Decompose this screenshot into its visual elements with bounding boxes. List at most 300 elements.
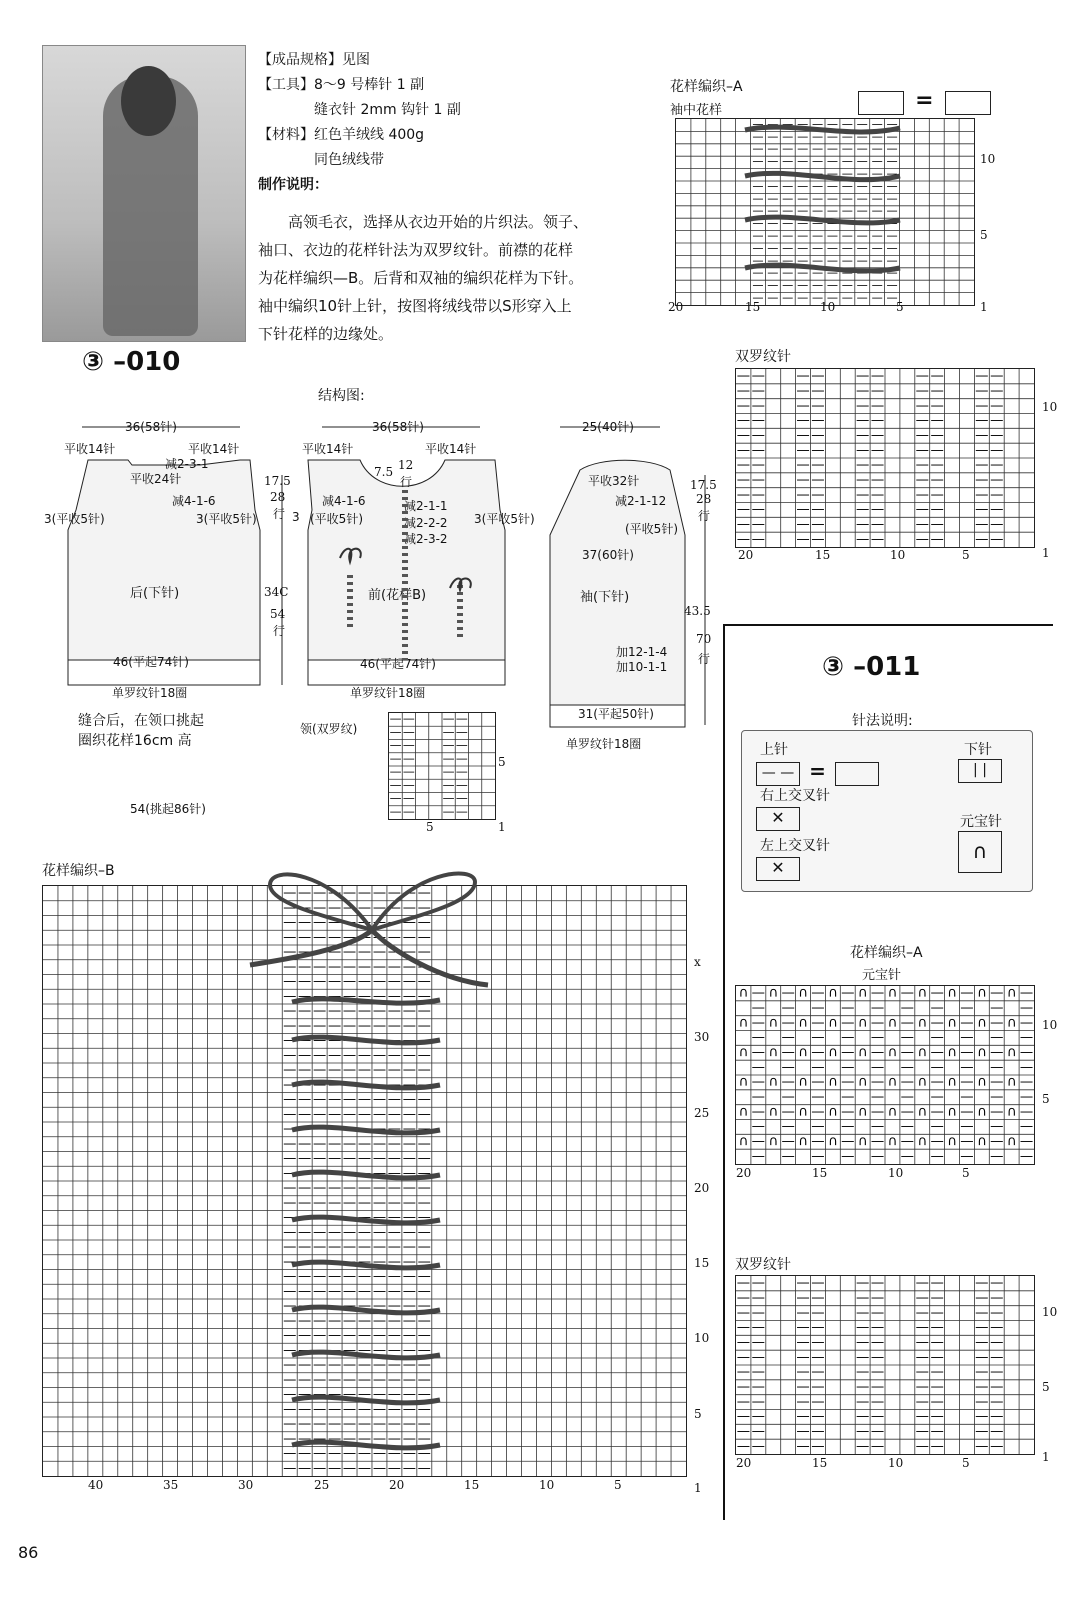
svg-text:—: — xyxy=(402,1210,416,1226)
svg-text:∩: ∩ xyxy=(976,1074,987,1090)
svg-text:—: — xyxy=(990,1276,1004,1291)
svg-text:—: — xyxy=(417,1431,431,1447)
back-bottom: 46(平起74针) xyxy=(113,655,189,669)
svg-text:—: — xyxy=(442,713,455,726)
row-tick: 10 xyxy=(694,1331,710,1345)
svg-text:—: — xyxy=(417,1401,431,1417)
svg-text:—: — xyxy=(342,1401,357,1417)
svg-text:—: — xyxy=(856,217,868,231)
svg-text:—: — xyxy=(751,398,766,414)
svg-text:∩: ∩ xyxy=(887,1045,898,1061)
svg-text:—: — xyxy=(796,383,810,399)
svg-text:—: — xyxy=(915,531,929,547)
svg-text:—: — xyxy=(915,1335,929,1351)
svg-text:—: — xyxy=(298,988,312,1004)
svg-text:—: — xyxy=(782,142,794,156)
knit-symbol: | | xyxy=(958,759,1002,783)
svg-text:—: — xyxy=(1019,1045,1034,1061)
svg-text:—: — xyxy=(455,791,468,806)
svg-text:—: — xyxy=(313,1328,327,1344)
svg-text:—: — xyxy=(856,291,868,305)
svg-text:—: — xyxy=(811,1394,825,1410)
svg-text:—: — xyxy=(841,1030,855,1046)
rows-unit: 行 xyxy=(400,475,413,489)
svg-text:—: — xyxy=(960,1030,974,1046)
svg-text:—: — xyxy=(402,1077,416,1093)
svg-text:—: — xyxy=(856,254,868,268)
svg-text:—: — xyxy=(886,192,898,206)
svg-text:—: — xyxy=(751,1438,766,1454)
svg-text:—: — xyxy=(930,1119,944,1135)
svg-text:—: — xyxy=(283,1033,297,1049)
svg-text:—: — xyxy=(402,1121,416,1137)
svg-text:—: — xyxy=(298,1254,312,1270)
svg-text:—: — xyxy=(915,502,929,518)
svg-text:—: — xyxy=(372,1313,387,1329)
svg-text:—: — xyxy=(417,1224,431,1240)
svg-text:—: — xyxy=(975,1349,989,1365)
svg-text:—: — xyxy=(342,1165,357,1181)
front-name: 前(花样B) xyxy=(368,588,427,603)
svg-text:—: — xyxy=(990,487,1004,503)
svg-text:—: — xyxy=(855,472,870,488)
svg-text:∩: ∩ xyxy=(1006,986,1017,1001)
col-tick: 15 xyxy=(464,1478,480,1492)
svg-text:—: — xyxy=(751,1305,766,1321)
svg-text:—: — xyxy=(387,886,402,901)
svg-text:—: — xyxy=(811,1104,825,1120)
row-tick: 10 xyxy=(1042,1018,1058,1032)
svg-text:—: — xyxy=(283,944,297,960)
svg-text:—: — xyxy=(283,1210,297,1226)
rows-unit: 行 xyxy=(273,624,286,638)
svg-text:—: — xyxy=(900,1015,915,1031)
svg-text:—: — xyxy=(930,1000,944,1016)
svg-text:—: — xyxy=(782,167,794,181)
svg-text:—: — xyxy=(751,1148,766,1164)
svg-text:—: — xyxy=(313,1180,327,1196)
svg-text:—: — xyxy=(826,192,839,206)
svg-text:—: — xyxy=(915,472,929,488)
col-tick: 10 xyxy=(888,1166,904,1180)
svg-text:—: — xyxy=(841,279,853,293)
svg-text:—: — xyxy=(736,487,751,503)
svg-text:—: — xyxy=(751,472,766,488)
svg-text:—: — xyxy=(752,279,764,293)
svg-text:—: — xyxy=(327,1092,342,1108)
svg-text:—: — xyxy=(782,155,794,169)
svg-text:—: — xyxy=(841,1015,855,1031)
svg-text:—: — xyxy=(990,1424,1004,1440)
svg-text:—: — xyxy=(796,413,810,429)
svg-text:—: — xyxy=(915,1438,929,1454)
svg-text:—: — xyxy=(342,1269,357,1285)
svg-text:—: — xyxy=(357,929,372,945)
svg-text:—: — xyxy=(870,531,885,547)
svg-text:—: — xyxy=(357,1357,372,1373)
svg-text:—: — xyxy=(751,442,766,458)
svg-text:—: — xyxy=(915,1290,929,1306)
svg-text:—: — xyxy=(856,167,868,181)
svg-text:—: — xyxy=(841,254,853,268)
svg-text:—: — xyxy=(283,959,297,975)
svg-text:—: — xyxy=(930,1335,944,1351)
svg-text:—: — xyxy=(975,1438,989,1454)
svg-text:—: — xyxy=(283,1328,297,1344)
svg-text:—: — xyxy=(417,944,431,960)
svg-text:—: — xyxy=(327,1298,342,1314)
spec-tools: 【工具】8～9 号棒针 1 副 xyxy=(258,77,425,93)
svg-text:—: — xyxy=(402,1460,416,1476)
svg-text:—: — xyxy=(402,1342,416,1358)
svg-text:—: — xyxy=(327,915,342,931)
svg-text:—: — xyxy=(841,229,853,243)
svg-text:—: — xyxy=(811,383,825,399)
svg-text:—: — xyxy=(372,1224,387,1240)
sleeve-bottom: 31(平起50针) xyxy=(578,707,654,721)
svg-text:—: — xyxy=(1019,1104,1034,1120)
svg-text:—: — xyxy=(736,428,751,444)
svg-text:—: — xyxy=(402,1239,416,1255)
svg-text:—: — xyxy=(871,229,883,243)
svg-text:—: — xyxy=(975,1409,989,1425)
svg-text:—: — xyxy=(402,900,416,916)
sleeve-width: 37(60针) xyxy=(582,548,634,562)
svg-text:—: — xyxy=(811,1134,825,1150)
svg-text:—: — xyxy=(767,204,779,218)
svg-text:—: — xyxy=(298,1446,312,1462)
svg-text:—: — xyxy=(990,472,1004,488)
svg-text:—: — xyxy=(960,1059,974,1075)
svg-text:—: — xyxy=(372,1254,387,1270)
svg-text:—: — xyxy=(455,738,468,753)
svg-text:—: — xyxy=(975,487,989,503)
svg-text:∩: ∩ xyxy=(768,1015,779,1031)
svg-text:—: — xyxy=(781,1104,795,1120)
svg-text:—: — xyxy=(298,1328,312,1344)
svg-text:—: — xyxy=(751,383,766,399)
svg-text:∩: ∩ xyxy=(798,1104,808,1120)
svg-text:—: — xyxy=(283,1195,297,1211)
row-tick: 5 xyxy=(694,1407,702,1421)
svg-text:—: — xyxy=(327,974,342,990)
svg-text:—: — xyxy=(1019,1119,1034,1135)
svg-text:—: — xyxy=(870,1364,885,1380)
svg-text:—: — xyxy=(342,1062,357,1078)
svg-text:—: — xyxy=(930,413,944,429)
legend-purl-label: 上针 xyxy=(760,742,788,758)
svg-text:—: — xyxy=(855,1349,870,1365)
back-side-left: 3(平收5针) xyxy=(44,512,105,526)
svg-text:—: — xyxy=(327,1254,342,1270)
svg-text:—: — xyxy=(797,130,809,144)
desc-line: 袖口、衣边的花样针法为双罗纹针。前襟的花样 xyxy=(258,241,574,259)
svg-text:—: — xyxy=(767,192,779,206)
svg-text:—: — xyxy=(357,1460,372,1476)
svg-text:—: — xyxy=(781,1059,795,1075)
svg-text:—: — xyxy=(886,217,898,231)
svg-text:—: — xyxy=(930,1320,944,1336)
svg-text:—: — xyxy=(342,1372,357,1388)
svg-text:∩: ∩ xyxy=(738,1104,749,1120)
svg-text:—: — xyxy=(736,1409,751,1425)
svg-text:—: — xyxy=(313,1165,327,1181)
svg-text:—: — xyxy=(372,1269,387,1285)
col-tick: 15 xyxy=(745,300,761,314)
svg-text:—: — xyxy=(417,1298,431,1314)
svg-text:—: — xyxy=(736,398,751,414)
col-tick: 20 xyxy=(389,1478,405,1492)
svg-text:—: — xyxy=(736,1394,751,1410)
svg-text:—: — xyxy=(389,751,402,766)
svg-text:—: — xyxy=(357,1342,372,1358)
svg-text:—: — xyxy=(796,428,810,444)
svg-text:—: — xyxy=(342,1092,357,1108)
svg-text:—: — xyxy=(402,1357,416,1373)
section-divider-vertical xyxy=(723,624,725,1520)
svg-text:—: — xyxy=(870,1148,885,1164)
svg-text:—: — xyxy=(782,204,794,218)
svg-text:—: — xyxy=(1019,1134,1034,1150)
svg-text:—: — xyxy=(796,442,810,458)
svg-text:—: — xyxy=(357,944,372,960)
svg-text:—: — xyxy=(751,413,766,429)
svg-text:—: — xyxy=(781,1148,795,1164)
svg-text:—: — xyxy=(767,266,779,280)
svg-text:—: — xyxy=(856,279,868,293)
svg-text:—: — xyxy=(781,1074,795,1090)
svg-text:∩: ∩ xyxy=(857,1134,868,1150)
svg-text:—: — xyxy=(342,1003,357,1019)
svg-text:—: — xyxy=(342,974,357,990)
svg-text:—: — xyxy=(752,204,764,218)
svg-text:—: — xyxy=(871,179,883,193)
svg-text:—: — xyxy=(387,1106,402,1122)
svg-text:—: — xyxy=(372,886,387,901)
svg-text:—: — xyxy=(752,266,764,280)
front-dec-c: 减2-2-2 xyxy=(404,516,448,530)
front-side-left: (平收5针) xyxy=(310,512,363,526)
svg-text:—: — xyxy=(372,1431,387,1447)
svg-text:—: — xyxy=(298,929,312,945)
svg-text:—: — xyxy=(387,974,402,990)
svg-text:∩: ∩ xyxy=(947,1074,957,1090)
svg-text:—: — xyxy=(442,804,455,819)
svg-text:—: — xyxy=(751,1134,766,1150)
svg-text:—: — xyxy=(313,1342,327,1358)
svg-text:—: — xyxy=(387,1003,402,1019)
svg-text:—: — xyxy=(811,167,824,181)
svg-text:—: — xyxy=(298,1077,312,1093)
svg-text:—: — xyxy=(313,1062,327,1078)
svg-text:—: — xyxy=(751,457,766,473)
svg-text:∩: ∩ xyxy=(887,1074,898,1090)
svg-text:—: — xyxy=(797,179,809,193)
col-tick: 20 xyxy=(736,1166,752,1180)
svg-text:—: — xyxy=(736,1290,751,1306)
svg-text:—: — xyxy=(736,1424,751,1440)
svg-text:—: — xyxy=(900,1134,915,1150)
svg-text:—: — xyxy=(930,986,944,1001)
svg-text:—: — xyxy=(357,959,372,975)
svg-text:—: — xyxy=(389,713,402,726)
col-tick: 5 xyxy=(426,820,434,834)
svg-text:—: — xyxy=(1019,1148,1034,1164)
svg-text:—: — xyxy=(387,1416,402,1432)
svg-text:—: — xyxy=(342,929,357,945)
svg-text:—: — xyxy=(283,1254,297,1270)
svg-text:—: — xyxy=(298,900,312,916)
svg-text:∩: ∩ xyxy=(976,1015,987,1031)
svg-text:∩: ∩ xyxy=(857,1045,868,1061)
svg-text:—: — xyxy=(930,428,944,444)
svg-text:—: — xyxy=(313,944,327,960)
col-tick: 20 xyxy=(736,1456,752,1470)
svg-text:—: — xyxy=(455,804,468,819)
svg-text:—: — xyxy=(298,1180,312,1196)
svg-text:—: — xyxy=(313,1431,327,1447)
svg-text:—: — xyxy=(387,915,402,931)
svg-text:—: — xyxy=(811,1364,825,1380)
svg-text:—: — xyxy=(870,1074,885,1090)
svg-text:—: — xyxy=(752,167,764,181)
svg-text:∩: ∩ xyxy=(917,1104,928,1120)
svg-text:∩: ∩ xyxy=(798,1045,808,1061)
svg-text:—: — xyxy=(767,217,779,231)
svg-text:—: — xyxy=(372,1239,387,1255)
svg-text:—: — xyxy=(811,472,825,488)
svg-text:—: — xyxy=(372,1136,387,1152)
svg-text:—: — xyxy=(841,217,853,231)
svg-text:—: — xyxy=(841,1119,855,1135)
svg-text:—: — xyxy=(1019,1059,1034,1075)
svg-text:—: — xyxy=(402,1136,416,1152)
svg-text:—: — xyxy=(402,777,415,792)
svg-text:—: — xyxy=(298,1136,312,1152)
desc-line: 下针花样的边缘处。 xyxy=(258,325,394,343)
svg-text:∩: ∩ xyxy=(976,1045,987,1061)
svg-text:—: — xyxy=(990,1335,1004,1351)
desc-line: 高领毛衣，选择从衣边开始的片织法。领子、 xyxy=(258,213,589,231)
svg-text:—: — xyxy=(402,1269,416,1285)
svg-text:—: — xyxy=(796,1424,810,1440)
svg-text:∩: ∩ xyxy=(887,1015,898,1031)
svg-text:—: — xyxy=(283,1416,297,1432)
svg-text:—: — xyxy=(327,929,342,945)
svg-text:—: — xyxy=(870,1320,885,1336)
svg-text:—: — xyxy=(855,383,870,399)
svg-text:—: — xyxy=(915,383,929,399)
svg-text:—: — xyxy=(886,266,898,280)
svg-text:—: — xyxy=(342,1224,357,1240)
svg-text:—: — xyxy=(357,1239,372,1255)
svg-text:—: — xyxy=(417,1165,431,1181)
svg-text:∩: ∩ xyxy=(827,1134,838,1150)
svg-text:—: — xyxy=(417,1047,431,1063)
svg-text:—: — xyxy=(797,119,809,131)
svg-text:—: — xyxy=(855,1364,870,1380)
svg-text:—: — xyxy=(782,229,794,243)
svg-text:—: — xyxy=(796,1305,810,1321)
svg-text:—: — xyxy=(915,1349,929,1365)
svg-text:—: — xyxy=(298,1313,312,1329)
svg-text:—: — xyxy=(417,1003,431,1019)
svg-text:∩: ∩ xyxy=(738,1074,749,1090)
svg-text:—: — xyxy=(811,1045,825,1061)
svg-text:—: — xyxy=(751,1045,766,1061)
svg-text:—: — xyxy=(283,1313,297,1329)
svg-text:—: — xyxy=(389,764,402,779)
svg-text:—: — xyxy=(387,959,402,975)
svg-text:—: — xyxy=(417,1239,431,1255)
svg-text:—: — xyxy=(313,1401,327,1417)
svg-text:—: — xyxy=(975,398,989,414)
svg-text:—: — xyxy=(871,217,883,231)
svg-text:—: — xyxy=(870,369,885,384)
back-dec2: 减4-1-6 xyxy=(172,494,216,508)
svg-text:—: — xyxy=(342,1077,357,1093)
svg-text:—: — xyxy=(751,1320,766,1336)
legend-knit-label: 下针 xyxy=(964,742,992,758)
svg-text:—: — xyxy=(826,229,839,243)
svg-text:—: — xyxy=(811,1030,825,1046)
svg-text:—: — xyxy=(751,428,766,444)
svg-text:—: — xyxy=(767,167,779,181)
svg-text:—: — xyxy=(372,1328,387,1344)
svg-text:—: — xyxy=(417,1121,431,1137)
svg-text:—: — xyxy=(751,1000,766,1016)
svg-text:—: — xyxy=(283,900,297,916)
svg-text:—: — xyxy=(1019,1000,1034,1016)
back-rib: 单罗纹针18圈 xyxy=(112,686,188,700)
svg-text:—: — xyxy=(975,1320,989,1336)
svg-text:—: — xyxy=(402,1328,416,1344)
svg-text:—: — xyxy=(402,1446,416,1462)
sleeve-dec: 减2-1-12 xyxy=(615,494,667,508)
svg-text:—: — xyxy=(751,986,766,1001)
svg-text:—: — xyxy=(327,1446,342,1462)
svg-text:—: — xyxy=(782,217,794,231)
svg-text:—: — xyxy=(915,1424,929,1440)
svg-text:—: — xyxy=(930,1089,944,1105)
svg-text:—: — xyxy=(342,1446,357,1462)
svg-text:—: — xyxy=(751,1104,766,1120)
front-dec-b: 减2-1-1 xyxy=(404,499,448,513)
left-cross-icon: ✕ xyxy=(756,857,800,881)
svg-text:—: — xyxy=(767,119,779,131)
svg-text:—: — xyxy=(767,130,779,144)
svg-text:—: — xyxy=(342,1313,357,1329)
svg-text:—: — xyxy=(736,1305,751,1321)
svg-text:—: — xyxy=(751,1030,766,1046)
svg-text:—: — xyxy=(342,1298,357,1314)
svg-text:—: — xyxy=(841,241,853,255)
svg-text:∩: ∩ xyxy=(917,1045,928,1061)
svg-text:—: — xyxy=(960,1015,974,1031)
svg-text:—: — xyxy=(298,1431,312,1447)
svg-text:—: — xyxy=(841,1059,855,1075)
svg-text:—: — xyxy=(402,1283,416,1299)
svg-text:∩: ∩ xyxy=(1006,1045,1017,1061)
col-tick: 30 xyxy=(238,1478,254,1492)
svg-text:∩: ∩ xyxy=(947,1104,957,1120)
svg-text:—: — xyxy=(841,130,853,144)
svg-text:—: — xyxy=(751,487,766,503)
svg-text:—: — xyxy=(841,1074,855,1090)
svg-text:—: — xyxy=(342,1180,357,1196)
svg-text:—: — xyxy=(886,229,898,243)
svg-text:—: — xyxy=(796,1438,810,1454)
